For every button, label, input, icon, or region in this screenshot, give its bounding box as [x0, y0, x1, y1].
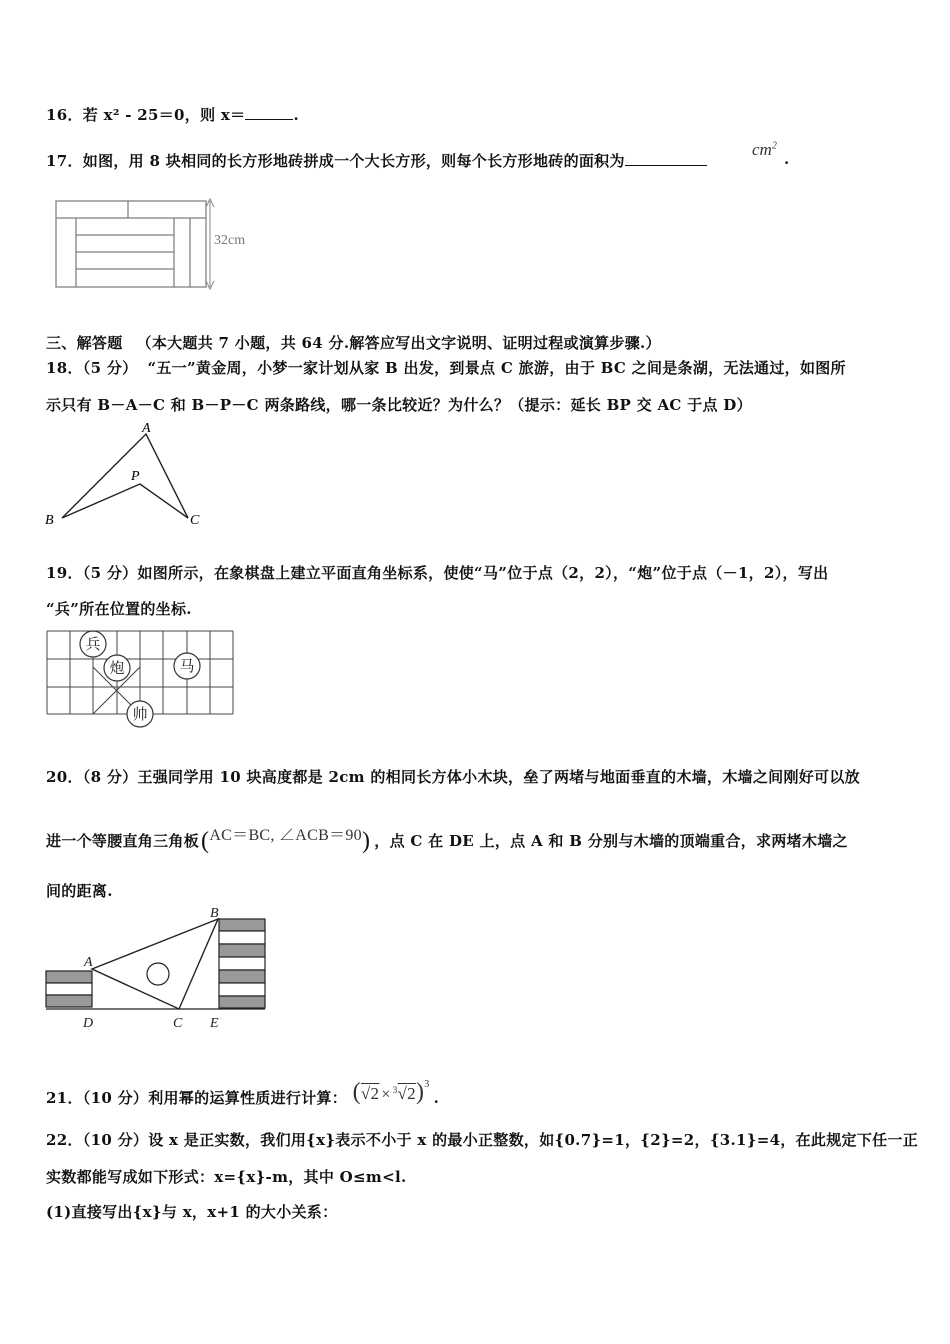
q20-label-B: B [210, 906, 219, 921]
q18-label-P: P [131, 469, 140, 484]
question-20-line-2: 进一个等腰直角三角板(AC＝BC, ∠ACB＝90) ，点 C 在 DE 上，点 A 和 B 分别与木墙的顶端重合，求两堵木墙之 [46, 827, 848, 854]
question-20-line-1 [46, 766, 860, 787]
q17-outer-rect [56, 201, 206, 287]
q17-tile-right-vertical-1 [174, 218, 190, 287]
section-3 [46, 332, 661, 353]
q21-power: 3 [424, 1079, 430, 1090]
question-21 [46, 1079, 440, 1110]
q17-tile-top-right [128, 201, 206, 218]
q17-answer-blank [625, 151, 707, 166]
q17-end: . [784, 150, 790, 168]
q18-label-A: A [142, 421, 151, 436]
q20-label-A: A [84, 955, 93, 970]
q20-text-2b: ，点 C 在 DE 上，点 A 和 B 分别与木墙的顶端重合，求两堵木墙之 [374, 832, 848, 850]
section-3-note: （本大题共 7 小题，共 64 分.解答应写出文字说明、证明过程或演算步骤.） [136, 334, 661, 352]
q17-tile-mid-3 [76, 252, 174, 269]
q18-score: （5 分） [82, 359, 138, 377]
q17-tile-mid-2 [76, 235, 174, 252]
q20-right-wall-block-5 [219, 970, 265, 983]
q17-figure [52, 195, 252, 295]
q22-text-1: 设 x 是正实数，我们用{x}表示不小于 x 的最小正整数，如{0.7}=1，{2}=2，{3.1}=4，在此规定下任一正 [148, 1131, 919, 1149]
q17-unit-base: cm [752, 140, 772, 159]
q18-label-C: C [190, 513, 200, 528]
q21-sqrt: √2 [360, 1084, 380, 1103]
q21-end: . [433, 1089, 440, 1107]
q21-number: 21． [46, 1089, 83, 1107]
q19-piece-shuai: 帅 [132, 707, 148, 723]
q18-text-2: 示只有 B－A－C 和 B－P－C 两条路线，哪一条比较近？为什么？（提示：延长 BP 交 AC 于点 D） [46, 396, 752, 414]
q20-left-wall-block-3 [46, 995, 92, 1007]
q16-answer-blank [245, 105, 293, 120]
q20-left-wall-block-1 [46, 971, 92, 983]
question-16 [46, 104, 299, 125]
q18-number: 18． [46, 359, 83, 377]
q20-text-2a: 进一个等腰直角三角板 [46, 832, 200, 850]
q21-paren-left: ( [352, 1079, 361, 1105]
q19-number: 19． [46, 564, 83, 582]
q22-text-3: (1)直接写出{x}与 x，x+1 的大小关系： [46, 1203, 338, 1221]
q21-cbrt: √2 [397, 1084, 416, 1103]
q21-score: （10 分） [82, 1089, 149, 1107]
question-18-line-1 [46, 357, 846, 378]
q21-expression [352, 1079, 434, 1105]
q19-score: （5 分） [82, 564, 138, 582]
q19-text-1: 如图所示，在象棋盘上建立平面直角坐标系，使使“马”位于点（2，2），“炮”位于点（－1，2），写出 [137, 564, 829, 582]
q22-text-2: 实数都能写成如下形式：x={x}-m，其中 O≤m<l. [46, 1168, 407, 1186]
q17-tile-mid-4 [76, 269, 174, 287]
q20-text-1: 王强同学用 10 块高度都是 2cm 的相同长方体小木块，垒了两堵与地面垂直的木墙，木墙之间刚好可以放 [137, 768, 860, 786]
q19-piece-pao: 炮 [109, 661, 125, 677]
q17-number: 17． [46, 152, 83, 170]
q18-figure [42, 420, 222, 530]
q16-end: . [293, 106, 299, 124]
q18-path-BPC [62, 484, 188, 518]
q20-left-wall-block-2 [46, 983, 92, 995]
q21-paren-right: ) [415, 1079, 425, 1105]
section-3-heading: 三、解答题 [46, 334, 123, 352]
q20-label-E: E [210, 1016, 219, 1031]
q19-chessboard [46, 628, 246, 728]
q20-triangle-hole [147, 963, 169, 985]
q17-tile-top-left [56, 201, 128, 218]
q21-cbrt-index: 3 [392, 1085, 398, 1095]
q20-text-3: 间的距离. [46, 882, 113, 900]
q20-right-wall-block-7 [219, 996, 265, 1008]
q20-figure [44, 905, 284, 1035]
q17-tile-mid-1 [76, 218, 174, 235]
q20-right-wall-block-3 [219, 944, 265, 957]
q20-number: 20． [46, 768, 83, 786]
q19-piece-ma: 马 [179, 659, 195, 675]
q16-number: 16． [46, 106, 83, 124]
q16-text: 若 x² - 25＝0，则 x＝ [82, 106, 246, 124]
q17-unit [752, 140, 777, 160]
q20-right-wall-block-1 [219, 919, 265, 931]
q20-label-D: D [83, 1016, 94, 1031]
q20-right-wall-block-4 [219, 957, 265, 970]
q17-tile-left-vertical [56, 218, 76, 287]
question-19-line-1 [46, 562, 828, 583]
q20-right-wall-block-2 [219, 931, 265, 944]
q17-unit-exp: 2 [771, 140, 777, 152]
q17-tile-right-vertical-2 [190, 218, 206, 287]
q19-piece-bing: 兵 [85, 637, 101, 653]
question-17 [46, 150, 707, 171]
q17-dimension-label: 32cm [214, 233, 246, 248]
q22-number: 22． [46, 1131, 83, 1149]
q22-score: （10 分） [82, 1131, 149, 1149]
q20-right-wall-block-6 [219, 983, 265, 996]
q19-text-2: “兵”所在位置的坐标. [46, 600, 192, 618]
q20-label-C: C [173, 1016, 183, 1031]
q21-text: 利用幂的运算性质进行计算： [148, 1089, 348, 1107]
q20-score: （8 分） [82, 768, 138, 786]
q21-times: × [381, 1086, 391, 1103]
question-22-line-1 [46, 1129, 918, 1150]
q18-text-1: “五一”黄金周，小梦一家计划从家 B 出发，到景点 C 旅游，由于 BC 之间是条湖，无法通过，如图所 [147, 359, 846, 377]
q18-label-B: B [45, 513, 54, 528]
q17-text: 如图，用 8 块相同的长方形地砖拼成一个大长方形，则每个长方形地砖的面积为 [82, 152, 625, 170]
q20-formula: AC＝BC, ∠ACB＝90 [209, 827, 362, 844]
